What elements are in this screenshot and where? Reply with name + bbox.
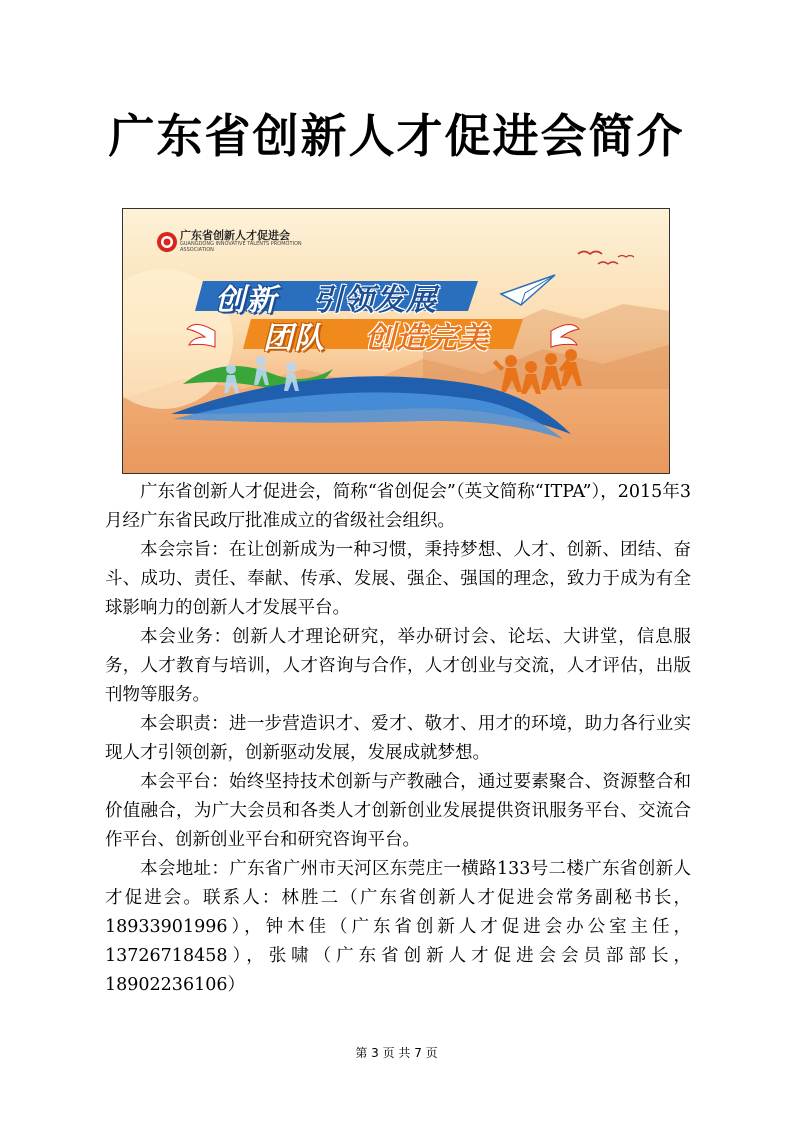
banner-logo-text: 广东省创新人才促进会	[180, 229, 290, 242]
banner-logo-english: GUANGDONG INNOVATIVE TALENTS PROMOTION ASSOCIATION	[180, 241, 302, 253]
slogan-innovation: 创新	[215, 283, 277, 318]
page-number-footer: 第 3 页 共 7 页	[355, 1046, 438, 1060]
paragraph-address-contacts: 本会地址：广东省广州市天河区东莞庄一横路133号二楼广东省创新人才促进会。联系人：林胜二（广东省创新人才促进会常务副秘书长，18933901996），钟木佳（广东省创新人才促进会办公室主任，13726718458），张啸（广东省创新人才促进会会员部部长，18902236106）	[105, 859, 691, 995]
paragraph-duties: 本会职责：进一步营造识才、爱才、敬才、用才的环境，助力各行业实现人才引领创新，创新驱动发展，发展成就梦想。	[105, 714, 691, 763]
paragraph-business: 本会业务：创新人才理论研究，举办研讨会、论坛、大讲堂，信息服务，人才教育与培训，人才咨询与合作，人才创业与交流，人才评估，出版刊物等服务。	[105, 627, 691, 705]
slogan-create-perfection: 创造完美	[365, 321, 489, 356]
paragraph-platform: 本会平台：始终坚持技术创新与产教融合，通过要素聚合、资源整合和价值融合，为广大会员和各类人才创新创业发展提供资讯服务平台、交流合作平台、创新创业平台和研究咨询平台。	[105, 772, 691, 850]
page-title: 广东省创新人才促进会简介	[108, 109, 685, 163]
body-text	[105, 478, 691, 1000]
paragraph-intro: 广东省创新人才促进会，简称“省创促会”（英文简称“ITPA”），2015年3月经广东省民政厅批准成立的省级社会组织。	[105, 482, 691, 531]
paragraph-purpose: 本会宗旨：在让创新成为一种习惯，秉持梦想、人才、创新、团结、奋斗、成功、责任、奉献、传承、发展、强企、强国的理念，致力于成为有全球影响力的创新人才发展平台。	[105, 540, 691, 618]
slogan-team: 团队	[263, 321, 325, 356]
slogan-lead-development: 引领发展	[313, 283, 437, 318]
banner-image	[122, 208, 670, 474]
